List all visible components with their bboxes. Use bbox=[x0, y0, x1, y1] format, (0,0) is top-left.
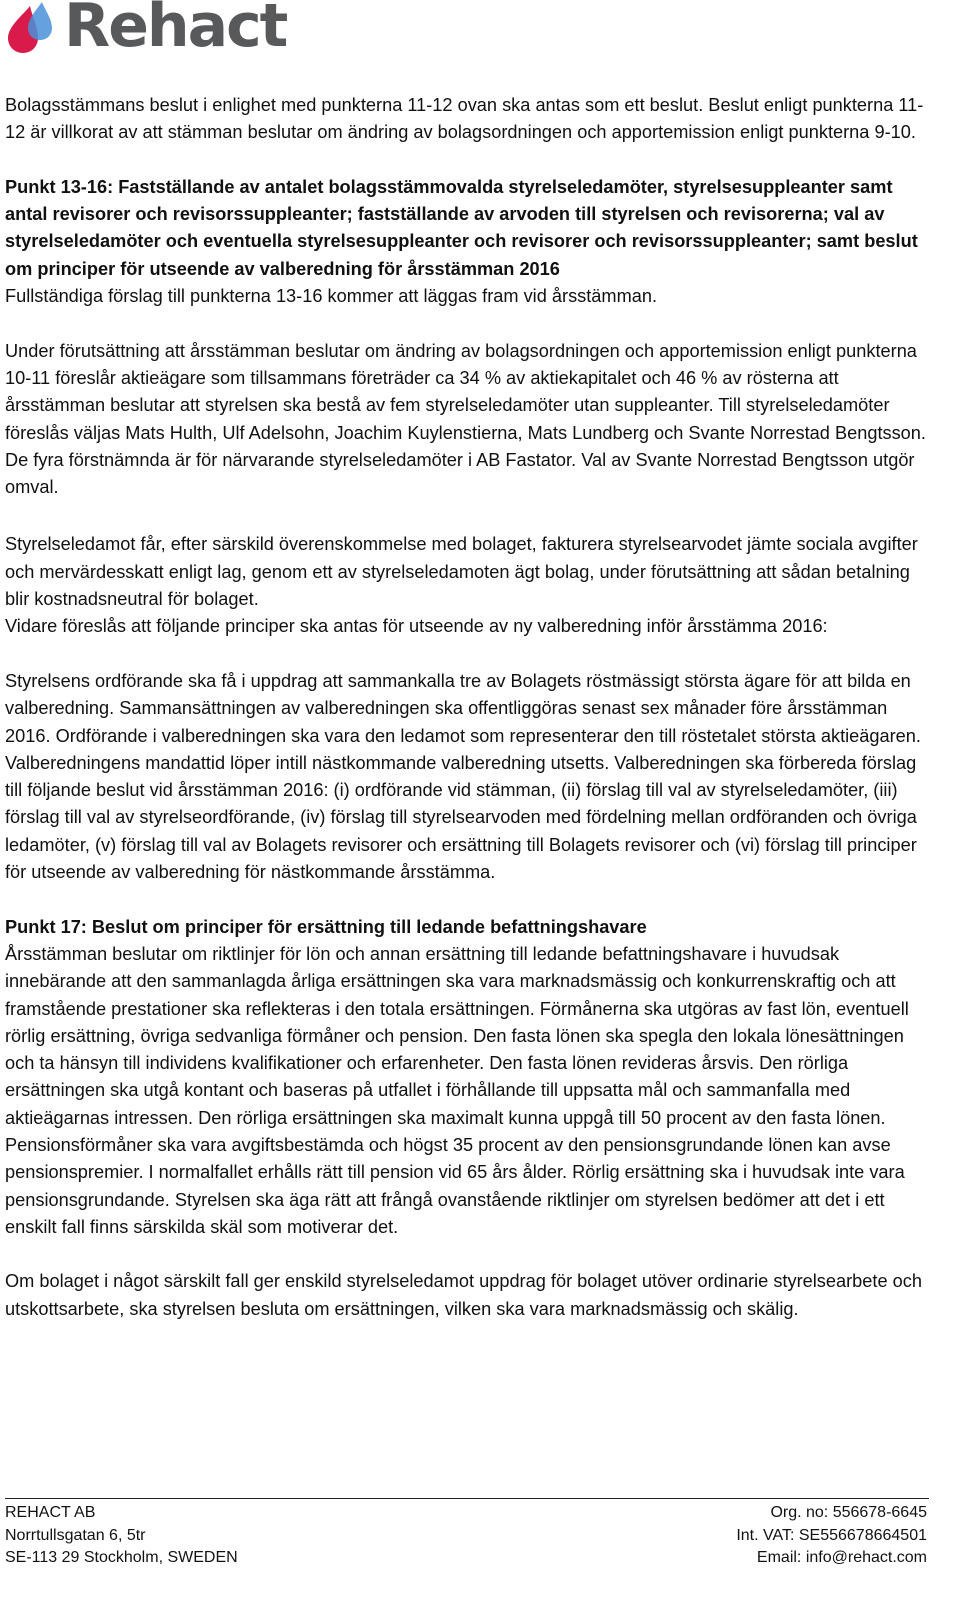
heading-item-13-16: Punkt 13-16: Fastställande av antalet bolagsstämmovalda styrelseledamöter, styrelsesuppleanter samt antal revisorer och revisorssuppleanter; fastställande av arvoden till styrelsen och revisorerna; val av styrelseledamöter och eventuella styrelsesuppleanter och revisorer och revisorssuppleanter; samt beslut om principer för utseende av valberedning för årsstämman 2016 bbox=[5, 176, 918, 279]
footer-city: SE-113 29 Stockholm, SWEDEN bbox=[5, 1549, 238, 1566]
footer-org-no: Org. no: 556678-6645 bbox=[770, 1504, 927, 1521]
paragraph-special-assignment: Om bolaget i något särskilt fall ger enskild styrelseledamot uppdrag för bolaget utöver ordinarie styrelsearbete och utskottsarbete, ska styrelsen besluta om ersättningen, vilken ska vara marknadsmässig och skälig. bbox=[5, 1271, 922, 1319]
footer-email[interactable]: Email: info@rehact.com bbox=[756, 1549, 927, 1566]
page-header bbox=[2, 0, 302, 60]
paragraph-board-fees: Styrelseledamot får, efter särskild överenskommelse med bolaget, fakturera styrelsearvodet jämte sociala avgifter och mervärdesskatt enligt lag, genom ett av styrelseledamoten ägt bolag, under förutsättning att sådan betalning blir kostnadsneutral för bolaget. bbox=[5, 534, 918, 610]
paragraph-board-proposal: Under förutsättning att årsstämman beslutar om ändring av bolagsordningen och apportemission enligt punkterna 10-11 föreslår aktieägare som tillsammans företräder ca 34 % av aktiekapitalet och 46 % av rösterna att årsstämman beslutar att styrelsen ska bestå av fem styrelseledamöter utan suppleanter. Till styrelseledamöter föreslås väljas Mats Hulth, Ulf Adelsohn, Joachim Kuylenstierna, Mats Lundberg och Svante Norrestad Bengtsson. De fyra förstnämnda är för närvarande styrelseledamöter i AB Fastator. Val av Svante Norrestad Bengtsson utgör omval. bbox=[5, 340, 926, 498]
paragraph-nomination-committee: Styrelsens ordförande ska få i uppdrag att sammankalla tre av Bolagets röstmässigt största ägare för att bilda en valberedning. Sammansättningen av valberedningen ska offentliggöras senast sex månader före årsstämman 2016. Ordförande i valberedningen ska vara den ledamot som representerar den till röstetalet största aktieägaren. Valberedningens mandattid löper intill nästkommande valberedning utsetts. Valberedningen ska förbereda förslag till följande beslut vid årsstämman 2016: (i) ordförande vid stämman, (ii) förslag till val av styrelseledamöter, (iii) förslag till val av styrelseordförande, (iv) förslag till styrelsearvoden med fördelning mellan ordföranden och övriga ledamöter, (v) förslag till val av Bolagets revisorer och ersättning till Bolagets revisorer och (vi) förslag till principer för utseende av valberedning för nästkommande årsstämma. bbox=[5, 670, 921, 883]
rehact-logo-icon bbox=[2, 0, 64, 56]
footer-divider bbox=[5, 1498, 929, 1499]
footer-street: Norrtullsgatan 6, 5tr bbox=[5, 1526, 146, 1544]
logo-text: Rehact bbox=[64, 0, 287, 61]
paragraph-nomination-intro: Vidare föreslås att följande principer ska antas för utseende av ny valberedning inför årsstämma 2016: bbox=[5, 616, 828, 637]
footer-company-info bbox=[736, 1502, 927, 1570]
document-body bbox=[5, 92, 935, 1323]
footer-vat: Int. VAT: SE556678664501 bbox=[736, 1526, 927, 1544]
paragraph-remuneration: Årsstämman beslutar om riktlinjer för lön och annan ersättning till ledande befattningshavare i huvudsak innebärande att den sammanlagda årliga ersättningen ska vara marknadsmässig och konkurrenskraftig och att framstående prestationer ska reflekteras i den totala ersättningen. Förmånerna ska utgöras av fast lön, eventuell rörlig ersättning, övriga sedvanliga förmåner och pension. Den fasta lönen ska spegla den lokala lönesättningen och ta hänsyn till individens kvalifikationer och erfarenheter. Den fasta lönen revideras årsvis. Den rörliga ersättningen ska utgå kontant och baseras på utfallet i förhållande till uppsatta mål och sammanfalla med aktieägarnas intressen. Den rörliga ersättningen ska maximalt kunna uppgå till 50 procent av den fasta lönen. Pensionsförmåner ska vara avgiftsbestämda och högst 35 procent av den pensionsgrundande lönen kan avse pensionspremier. I normalfallet erhålls rätt till pension vid 65 års ålder. Rörlig ersättning ska i huvudsak inte vara pensionsgrundande. Styrelsen ska äga rätt att frångå ovanstående riktlinjer om styrelsen bedömer att det i ett enskilt fall finns särskilda skäl som motiverar det. bbox=[5, 943, 909, 1237]
heading-item-17: Punkt 17: Beslut om principer för ersättning till ledande befattningshavare bbox=[5, 916, 647, 937]
paragraph-resolution: Bolagsstämmans beslut i enlighet med punkterna 11-12 ovan ska antas som ett beslut. Beslut enligt punkterna 11-12 är villkorat av att stämman beslutar om ändring av bolagsordningen och apportemission enligt punkterna 9-10. bbox=[5, 95, 924, 143]
footer-address bbox=[5, 1502, 238, 1570]
footer-company-name: REHACT AB bbox=[5, 1504, 96, 1521]
paragraph-proposals: Fullständiga förslag till punkterna 13-16 kommer att läggas fram vid årsstämman. bbox=[5, 286, 658, 307]
